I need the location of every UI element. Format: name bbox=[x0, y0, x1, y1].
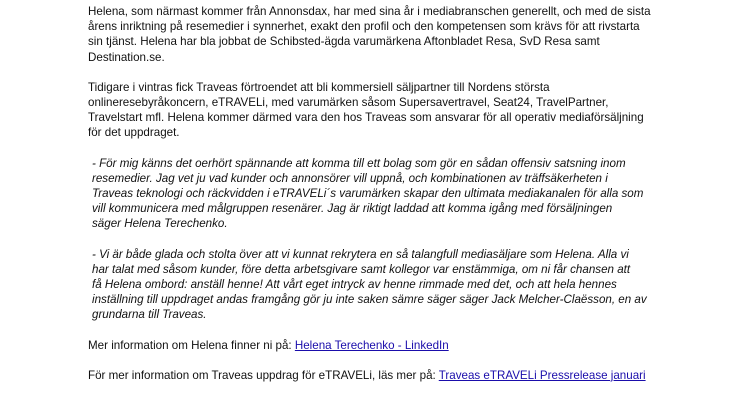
text-line: Helena, som närmast kommer från Annonsdax, har med sina år i mediabranschen generellt, och med de sista bbox=[88, 5, 651, 18]
quote-line: säger Helena Terechenko. bbox=[92, 217, 228, 231]
quote-line: Traveas teknologi och räckvidden i eTRAVELi´s varumärken skapar den ultimata mediakanalen för alla som bbox=[92, 187, 644, 201]
text-line: sin tjänst. Helena har bla jobbat de Schibsted-ägda varumärkena Aftonbladet Resa, SvD Resa samt bbox=[88, 35, 600, 49]
text-line: för det uppdraget. bbox=[88, 126, 180, 140]
quote-line: - För mig känns det oerhört spännande att komma till ett bolag som gör en sådan offensiv satsning inom bbox=[92, 156, 626, 170]
document-page bbox=[88, 4, 688, 383]
paragraph-etraveli-partnership bbox=[88, 80, 688, 141]
info-helena bbox=[88, 338, 688, 353]
info-line bbox=[88, 338, 688, 353]
quote-line: inställning till uppdraget andas framgång gör ju inte saken sämre säger säger Jack Melcher-Claësson, en av bbox=[92, 293, 647, 307]
info-line bbox=[88, 368, 688, 383]
quote-line: - Vi är både glada och stolta över att vi kunnat rekrytera en så talangfull mediasäljare som Helena. Alla vi bbox=[92, 247, 629, 261]
quote-line: vill kommunicera med målgruppen resenärer. Jag är riktigt laddad att komma igång med försäljningen bbox=[92, 202, 613, 216]
quote-line: har talat med såsom kunder, före detta arbetsgivare samt kollegor var enstämmiga, om ni får chansen att bbox=[92, 262, 631, 276]
quote-jack bbox=[92, 247, 688, 323]
text-line: Tidigare i vintras fick Traveas förtroendet att bli kommersiell säljpartner till Nordens största bbox=[88, 80, 550, 94]
text-line: Travelstart mfl. Helena kommer därmed vara den hos Traveas som ansvarar för all operativ mediaförsäljning bbox=[88, 111, 644, 125]
text-line: Destination.se. bbox=[88, 50, 165, 64]
traveas-pressrelease-link[interactable]: Traveas eTRAVELi Pressrelease januari bbox=[438, 368, 646, 382]
info-traveas-text: För mer information om Traveas uppdrag för eTRAVELi, läs mer på: bbox=[88, 368, 439, 382]
helena-linkedin-link[interactable]: Helena Terechenko - LinkedIn bbox=[294, 338, 449, 352]
quote-helena bbox=[92, 156, 688, 232]
info-helena-text: Mer information om Helena finner ni på: bbox=[88, 338, 295, 352]
quote-line: grundarna till Traveas. bbox=[92, 308, 207, 322]
quote-line: resemedier. Jag vet ju vad kunder och annonsörer vill uppnå, och kombinationen av träffsäkerheten i bbox=[92, 171, 608, 185]
info-traveas bbox=[88, 368, 688, 383]
text-line: onlineresebyråkoncern, eTRAVELi, med varumärken såsom Supersavertravel, Seat24, TravelPartner, bbox=[88, 96, 609, 110]
paragraph-helena-background bbox=[88, 4, 688, 65]
text-line: årens inriktning på resemedier i synnerhet, exakt den profil och den kompetensen som krävs för att rivstarta bbox=[88, 20, 640, 34]
quote-line: få Helena ombord: anställ henne! Att vårt eget intryck av henne rimmade med det, och att hela hennes bbox=[92, 278, 617, 292]
